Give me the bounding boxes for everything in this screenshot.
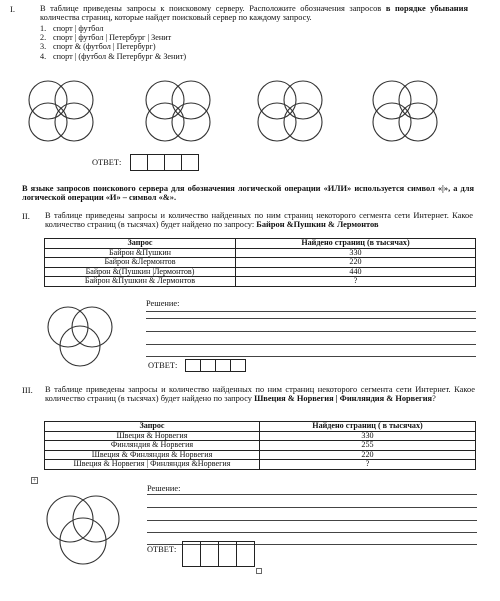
list-item: 2. спорт | футбол | Петербург | Зенит [40,33,172,43]
column-header: Запрос [45,239,236,249]
table-header-row [45,422,476,432]
task1-answer-label: ОТВЕТ: [92,158,122,167]
solution-line [146,344,476,345]
table-row: Байрон &Пушкин 330 [45,248,476,258]
answer-cell[interactable] [218,541,237,567]
logic-operators-note: В языке запросов поискового сервера для обозначения логической операции «ИЛИ» используется символ «|», а для логической операции «И» – символ «&». [22,184,474,203]
solution-line [147,494,477,495]
table-row: Швеция & Норвегия 330 [45,431,476,441]
list-item: 1. спорт | футбол [40,24,104,33]
answer-cell[interactable] [130,154,148,171]
column-header: Запрос [45,422,260,432]
task2-table [44,238,476,287]
table-row: Байрон &Лермонтов 220 [45,258,476,268]
solution-line [147,532,477,533]
task3-venn-diagram [30,485,150,575]
answer-cell[interactable] [200,541,219,567]
table-row: Финляндия & Норвегия 255 [45,441,476,451]
table-row: Швеция & Финляндия & Норвегия 220 [45,450,476,460]
answer-cell[interactable] [200,359,216,372]
table-row: Швеция & Норвегия | Финляндия &Норвегия ? [45,460,476,470]
venn-diagram-1 [29,81,93,141]
task3-table [44,421,476,470]
column-header: Найдено страниц ( в тысячах) [260,422,476,432]
task1-number: I. [10,4,16,14]
answer-cell[interactable] [215,359,231,372]
table-row: Байрон &Пушкин & Лермонтов ? [45,277,476,287]
task2-solution-label: Решение: [146,299,180,308]
answer-cell[interactable] [147,154,165,171]
answer-cell[interactable] [236,541,255,567]
move-handle-icon[interactable]: + [32,476,37,484]
answer-cell[interactable] [181,154,199,171]
column-header: Найдено страниц (в тысячах) [236,239,476,249]
task1-venn-diagrams [0,72,500,152]
solution-line [146,311,476,312]
task1-instruction: В таблице приведены запросы к поисковому серверу. Расположите обозначения запросов в порядке убывания количества страниц, которые найдет поисковый сервер по каждому запросу. [40,4,468,23]
solution-line [147,507,477,508]
list-item: 3. спорт & (футбол | Петербург) [40,42,156,52]
task2-instruction: В таблице приведены запросы и количество найденных по ним страниц некоторого сегмента сети Интернет. Какое количество страниц (в тысячах) будет найдено по запросу: Байрон &Пушкин & Лермонтов [45,211,473,230]
answer-cell[interactable] [230,359,246,372]
venn-diagram-4 [373,81,437,141]
task1-query-list [40,24,186,61]
task3-answer-label: ОТВЕТ: [147,545,177,554]
venn-diagram-2 [146,81,210,141]
answer-cell[interactable] [182,541,201,567]
task2-number: II. [22,211,30,221]
task3-solution-label: Решение: [147,484,181,493]
solution-line [146,356,476,357]
table-header-row [45,239,476,249]
solution-line [146,331,476,332]
task2-venn-diagram [30,300,150,380]
answer-cell[interactable] [185,359,201,372]
venn-diagram-3 [258,81,322,141]
resize-handle-icon[interactable] [256,568,262,574]
task2-answer-label: ОТВЕТ: [148,361,178,370]
list-item: 4. спорт | (футбол & Петербург & Зенит) [40,51,187,61]
table-row: Байрон &(Пушкин |Лермонтов) 440 [45,267,476,277]
task3-number: III. [22,385,33,395]
answer-cell[interactable] [164,154,182,171]
solution-line [146,318,476,319]
solution-line [147,520,477,521]
task3-instruction: В таблице приведены запросы и количество найденных по ним страниц некоторого сегмента сети Интернет. Какое количество страниц (в тысячах) будет найдено по запросу Швеция & Норвегия | Финляндия & Норвегия? [45,385,475,404]
